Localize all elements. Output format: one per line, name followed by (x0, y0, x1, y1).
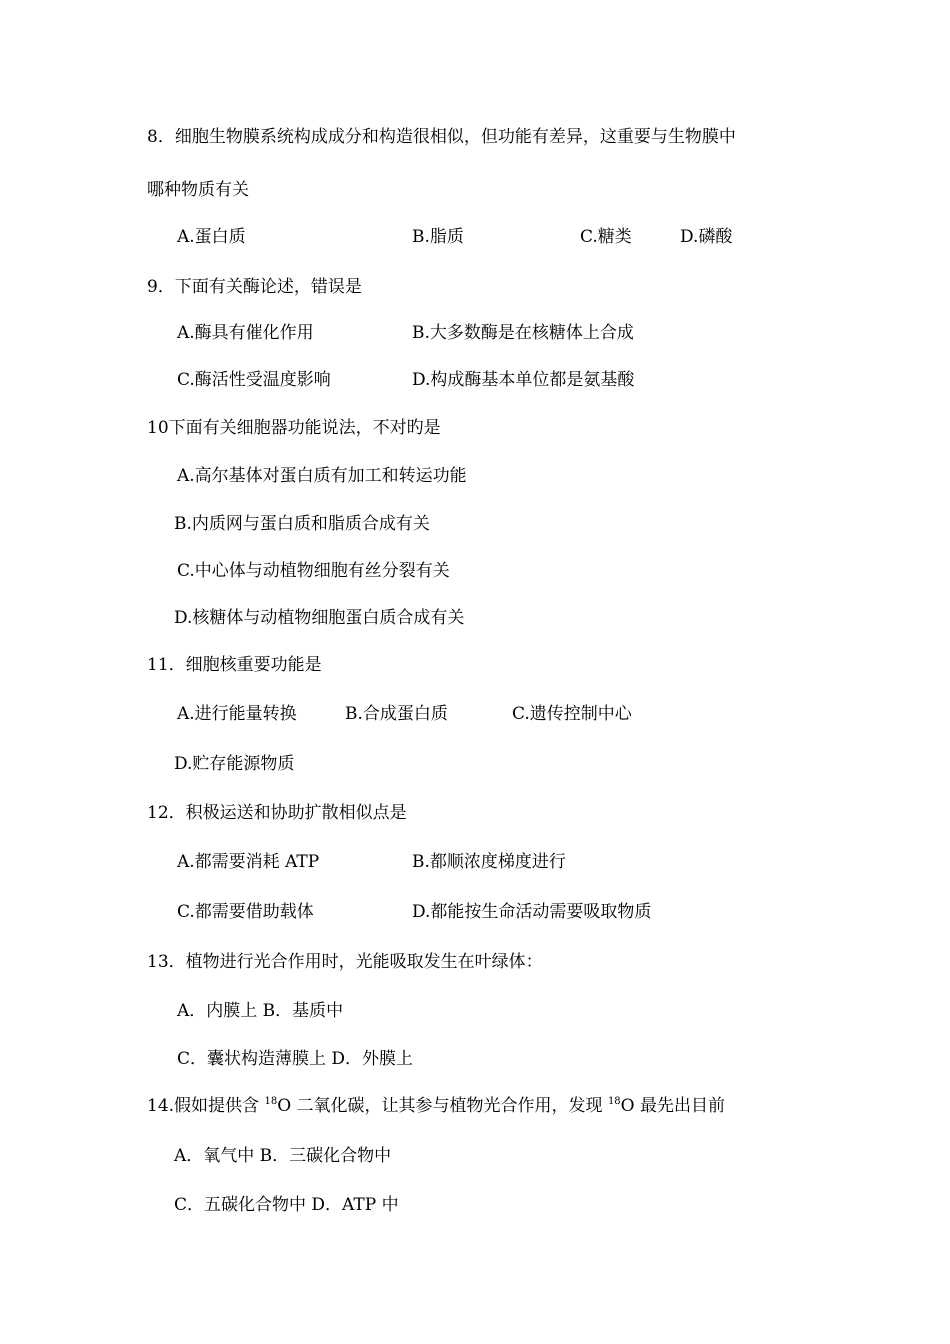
option-c: C.糖类 (580, 227, 632, 247)
question-14-stem (147, 1096, 725, 1116)
question-8-stem-line-1: 8．细胞生物膜系统构成成分和构造很相似，但功能有差异，这重要与生物膜中 (147, 127, 736, 147)
option-a: A.都需要消耗 ATP (177, 852, 320, 872)
option-b: B.内质网与蛋白质和脂质合成有关 (174, 514, 430, 534)
option-b: B.都顺浓度梯度进行 (412, 852, 566, 872)
stem-text-3: O 最先出目前 (620, 1096, 726, 1116)
stem-text-2: O 二氧化碳，让其参与植物光合作用，发现 (277, 1096, 608, 1116)
stem-text-1: 14.假如提供含 (147, 1096, 265, 1116)
question-10-stem: 10下面有关细胞器功能说法，不对旳是 (147, 418, 441, 438)
isotope-mass-number: 18 (607, 1096, 621, 1107)
option-d: D.核糖体与动植物细胞蛋白质合成有关 (174, 608, 465, 628)
option-a: A.蛋白质 (177, 227, 246, 247)
options-a-b: A．内膜上 B．基质中 (177, 1001, 344, 1021)
options-c-d: C．囊状构造薄膜上 D．外膜上 (177, 1049, 414, 1069)
option-b: B.脂质 (412, 227, 464, 247)
option-b: B.合成蛋白质 (345, 704, 448, 724)
option-c: C.都需要借助载体 (177, 902, 314, 922)
option-d: D.磷酸 (680, 227, 733, 247)
options-a-b: A．氧气中 B．三碳化合物中 (174, 1146, 392, 1166)
question-12-stem: 12．积极运送和协助扩散相似点是 (147, 803, 407, 823)
option-d: D.贮存能源物质 (174, 754, 295, 774)
option-c: C.酶活性受温度影响 (177, 370, 331, 390)
question-8-stem-line-2: 哪种物质有关 (147, 180, 249, 200)
options-c-d: C．五碳化合物中 D．ATP 中 (174, 1195, 399, 1215)
option-a: A.酶具有催化作用 (177, 323, 314, 343)
option-a: A.高尔基体对蛋白质有加工和转运功能 (177, 466, 467, 486)
option-c: C.中心体与动植物细胞有丝分裂有关 (177, 561, 450, 581)
question-13-stem: 13．植物进行光合作用时，光能吸取发生在叶绿体： (147, 952, 543, 972)
option-a: A.进行能量转换 (177, 704, 297, 724)
isotope-mass-number: 18 (264, 1096, 278, 1107)
option-d: D.构成酶基本单位都是氨基酸 (412, 370, 635, 390)
option-b: B.大多数酶是在核糖体上合成 (412, 323, 634, 343)
question-11-stem: 11．细胞核重要功能是 (147, 655, 322, 675)
option-c: C.遗传控制中心 (512, 704, 632, 724)
option-d: D.都能按生命活动需要吸取物质 (412, 902, 652, 922)
question-9-stem: 9．下面有关酶论述，错误是 (147, 277, 362, 297)
